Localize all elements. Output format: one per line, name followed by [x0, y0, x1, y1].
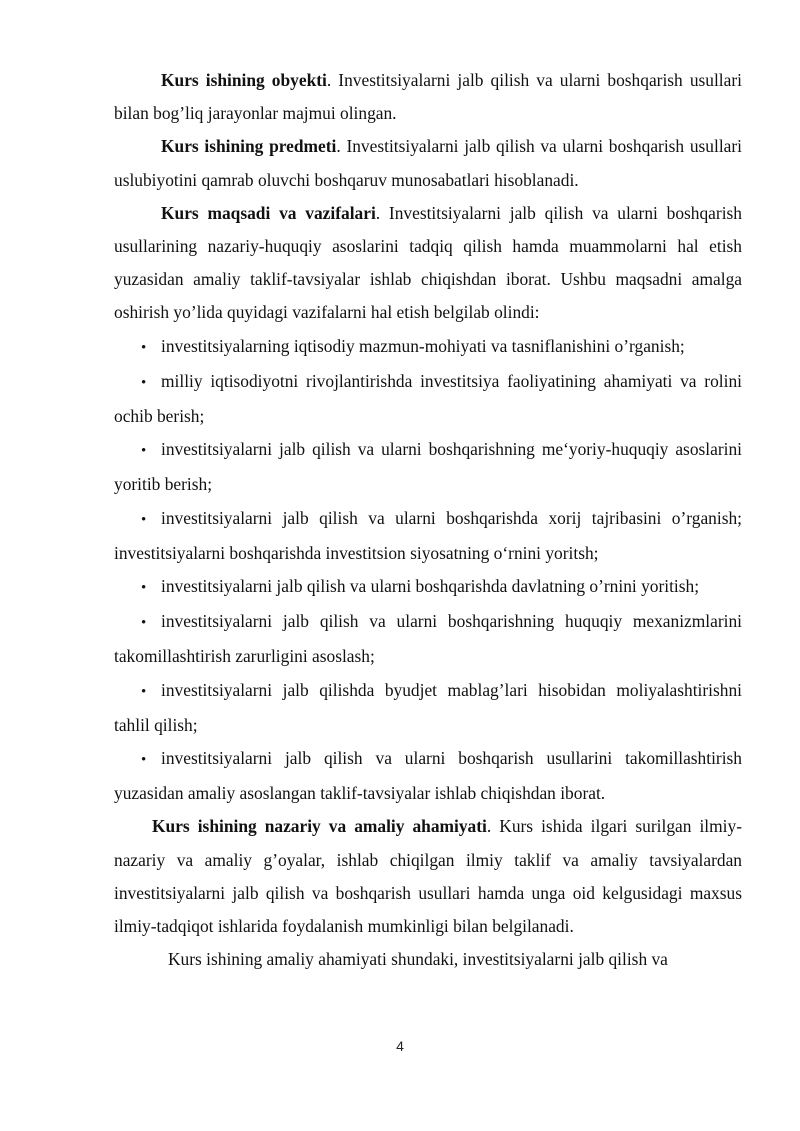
text-predmet: . Investitsiyalarni jalb qilish va ularni boshqarish usullari uslubiyotini qamrab oluvchi boshqaruv munosabatlari hisoblanadi. — [114, 136, 742, 190]
paragraph-amaliy-ahamiyat: Kurs ishining amaliy ahamiyati shundaki, investitsiyalarni jalb qilish va — [168, 949, 668, 970]
list-item — [114, 674, 742, 742]
task-text: investitsiyalarni jalb qilish va ularni boshqarishda davlatning o’rnini yoritish; — [161, 576, 700, 597]
bullet-icon: • — [141, 615, 147, 632]
heading-ahamiyat: Kurs ishining nazariy va amaliy ahamiyati — [152, 816, 487, 837]
bullet-icon: • — [141, 511, 147, 528]
bullet-icon: • — [141, 339, 147, 356]
page-number: 4 — [396, 1038, 404, 1054]
task-text: milliy iqtisodiyotni rivojlantirishda investitsiya faoliyatining ahamiyati va rolini ochib berish; — [114, 370, 742, 427]
list-item — [114, 330, 742, 365]
bullet-icon: • — [141, 374, 147, 391]
text-obyekt: . Investitsiyalarni jalb qilish va ularni boshqarish usullari bilan bog’liq jarayonlar majmui olingan. — [114, 70, 742, 124]
task-list — [114, 330, 742, 811]
list-item — [114, 742, 742, 810]
task-text: investitsiyalarni jalb qilish va ularni boshqarishda xorij tajribasini o’rganish; investitsiyalarni boshqarishda investitsion siyosatning o‘rnini yoritsh; — [114, 507, 742, 563]
task-text: investitsiyalarni jalb qilish va ularni boshqarishning me‘yoriy-huquqiy asoslarini yoritib berish; — [114, 439, 742, 495]
list-item — [114, 502, 742, 570]
list-item — [114, 605, 742, 673]
paragraph-predmet — [114, 130, 742, 196]
task-text: investitsiyalarni jalb qilish va ularni boshqarish usullarini takomillashtirish yuzasidan amaliy asoslangan taklif-tavsiyalar ishlab chiqishdan iborat. — [114, 748, 742, 804]
task-text: investitsiyalarning iqtisodiy mazmun-mohiyati va tasniflanishini o’rganish; — [161, 335, 685, 356]
list-item — [114, 433, 742, 501]
list-item — [114, 365, 742, 433]
paragraph-obyekt — [114, 64, 742, 130]
text-ahamiyat: . Kurs ishida ilgari surilgan ilmiy- nazariy va amaliy g’oyalar, ishlab chiqilgan ilmiy taklif va amaliy tavsiyalardan investitsiyalarni jalb qilish va boshqarish usullari hamda unga oid kelgusidagi maxsus ilmiy-tadqiqot ishlarida foydalanish mumkinligi bilan belgilanadi. — [114, 816, 742, 937]
heading-maqsad: Kurs maqsadi va vazifalari — [161, 202, 376, 223]
document-page — [114, 64, 742, 976]
bullet-icon: • — [141, 580, 147, 597]
bullet-icon: • — [141, 443, 147, 460]
task-text: investitsiyalarni jalb qilish va ularni boshqarishning huquqiy mexanizmlarini takomillashtirish zarurligini asoslash; — [114, 611, 742, 667]
text-maqsad: . Investitsiyalarni jalb qilish va ularni boshqarish usullarining nazariy-huquqiy asoslarini tadqiq qilish hamda muammolarni hal etish yuzasidan amaliy taklif-tavsiyalar ishlab chiqishdan iborat. Ushbu maqsadni amalga oshirish yo’lida quyidagi vazifalarni hal etish belgilab olindi: — [114, 202, 742, 323]
heading-predmet: Kurs ishining predmeti — [161, 136, 337, 157]
bullet-icon: • — [141, 752, 147, 769]
bullet-icon: • — [141, 683, 147, 700]
paragraph-maqsad — [114, 197, 742, 330]
list-item — [114, 570, 742, 605]
paragraph-ahamiyat — [114, 810, 742, 943]
heading-obyekt: Kurs ishining obyekti — [161, 70, 327, 90]
task-text: investitsiyalarni jalb qilishda byudjet mablag’lari hisobidan moliyalashtirishni tahlil qilish; — [114, 679, 742, 735]
